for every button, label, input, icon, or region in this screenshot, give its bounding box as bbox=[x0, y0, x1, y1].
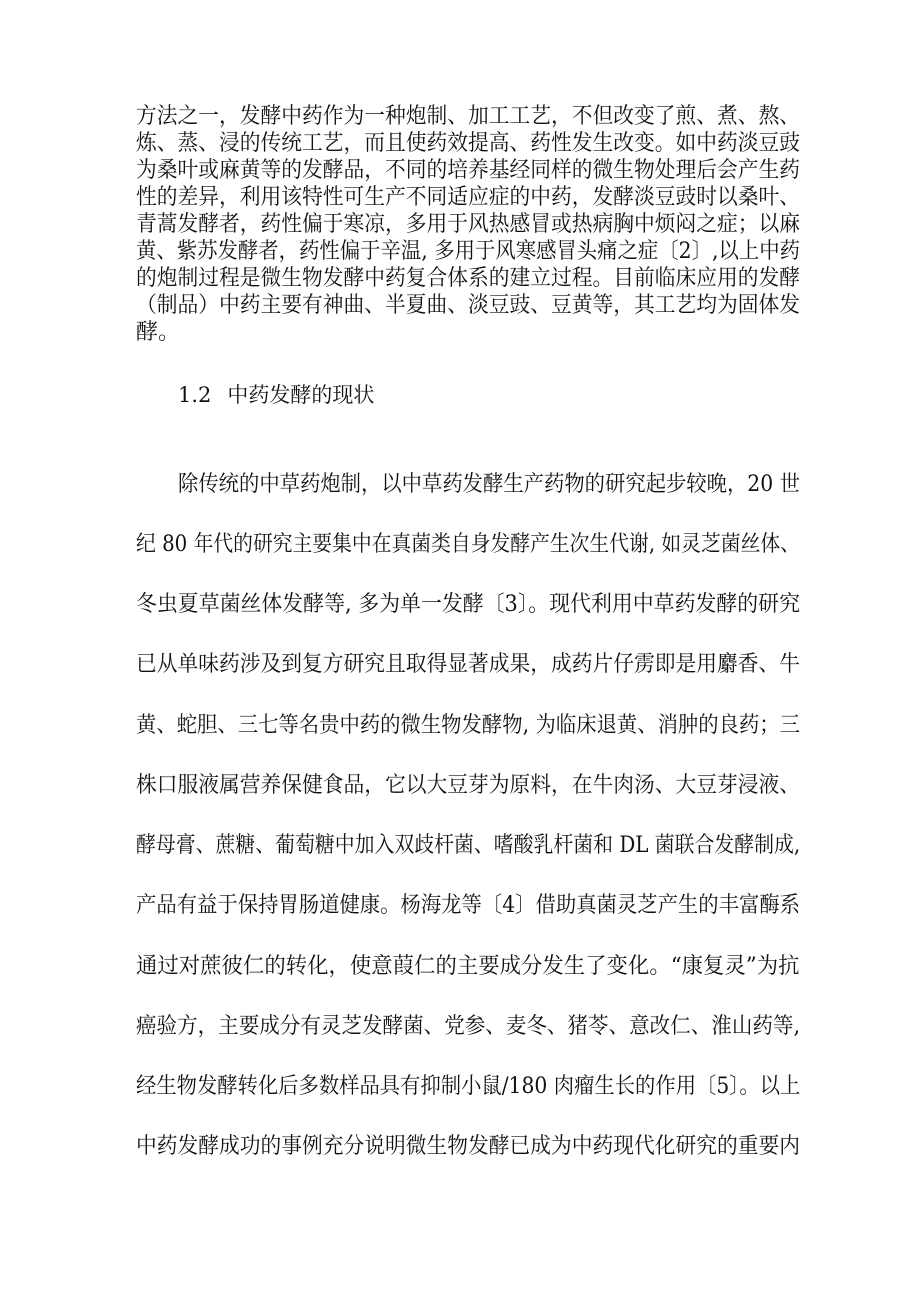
section-number: 1.2 bbox=[178, 383, 212, 407]
paragraph-line: 炼、蒸、浸的传统工艺，而且使药效提高、药性发生改变。如中药淡豆豉 bbox=[136, 131, 801, 156]
paragraph-line: 中药发酵成功的事例充分说明微生物发酵已成为中药现代化研究的重要内 bbox=[136, 1134, 801, 1159]
paragraph-line: 除传统的中草药炮制，以中草药发酵生产药物的研究起步较晚，20 世 bbox=[178, 472, 800, 497]
paragraph-line: 经生物发酵转化后多数样品具有抑制小鼠/180 肉瘤生长的作用〔5〕。以上 bbox=[136, 1074, 801, 1099]
paragraph-line: 已从单味药涉及到复方研究且取得显著成果，成药片仔雳即是用麝香、牛 bbox=[136, 652, 801, 677]
paragraph-line: 方法之一，发酵中药作为一种炮制、加工工艺，不但改变了煎、煮、熬、 bbox=[136, 104, 801, 129]
paragraph-line: 为桑叶或麻黄等的发酵品，不同的培养基经同样的微生物处理后会产生药 bbox=[136, 158, 801, 183]
paragraph-line: 性的差异，利用该特性可生产不同适应症的中药，发酵淡豆豉时以桑叶、 bbox=[136, 185, 801, 210]
paragraph-line: 纪 80 年代的研究主要集中在真菌类自身发酵产生次生代谢, 如灵芝菌丝体、 bbox=[136, 532, 800, 557]
paragraph-line: 癌验方，主要成分有灵芝发酵菌、党参、麦冬、猪苓、意改仁、淮山药等, bbox=[136, 1014, 801, 1039]
paragraph-line: 冬虫夏草菌丝体发酵等, 多为单一发酵〔3〕。现代利用中草药发酵的研究 bbox=[136, 592, 800, 617]
paragraph-line: 酵。 bbox=[136, 320, 181, 345]
paragraph-line: 酵母膏、蔗糖、葡萄糖中加入双歧杆菌、嗜酸乳杆菌和 DL 菌联合发酵制成, bbox=[136, 833, 801, 858]
paragraph-line: 的炮制过程是微生物发酵中药复合体系的建立过程。目前临床应用的发酵 bbox=[136, 266, 801, 291]
paragraph-line: 产品有益于保持胃肠道健康。杨海龙等〔4〕借助真菌灵芝产生的丰富酶系 bbox=[136, 893, 801, 918]
paragraph-line: 黄、紫苏发酵者，药性偏于辛温, 多用于风寒感冒头痛之症〔2〕,以上中药 bbox=[136, 239, 800, 264]
paragraph-line: （制品）中药主要有神曲、半夏曲、淡豆豉、豆黄等，其工艺均为固体发 bbox=[136, 293, 801, 318]
section-title: 中药发酵的现状 bbox=[227, 383, 375, 407]
paragraph-line: 株口服液属营养保健食品，它以大豆芽为原料，在牛肉汤、大豆芽浸液、 bbox=[136, 773, 801, 798]
paragraph-line: 黄、蛇胆、三七等名贵中药的微生物发酵物, 为临床退黄、消肿的良药；三 bbox=[136, 713, 801, 738]
paragraph-line: 青蒿发酵者，药性偏于寒凉，多用于风热感冒或热病胸中烦闷之症；以麻 bbox=[136, 212, 801, 237]
paragraph-line: 通过对蔗彼仁的转化，使意葭仁的主要成分发生了变化。“康复灵”为抗 bbox=[136, 954, 800, 979]
section-heading bbox=[178, 382, 374, 408]
